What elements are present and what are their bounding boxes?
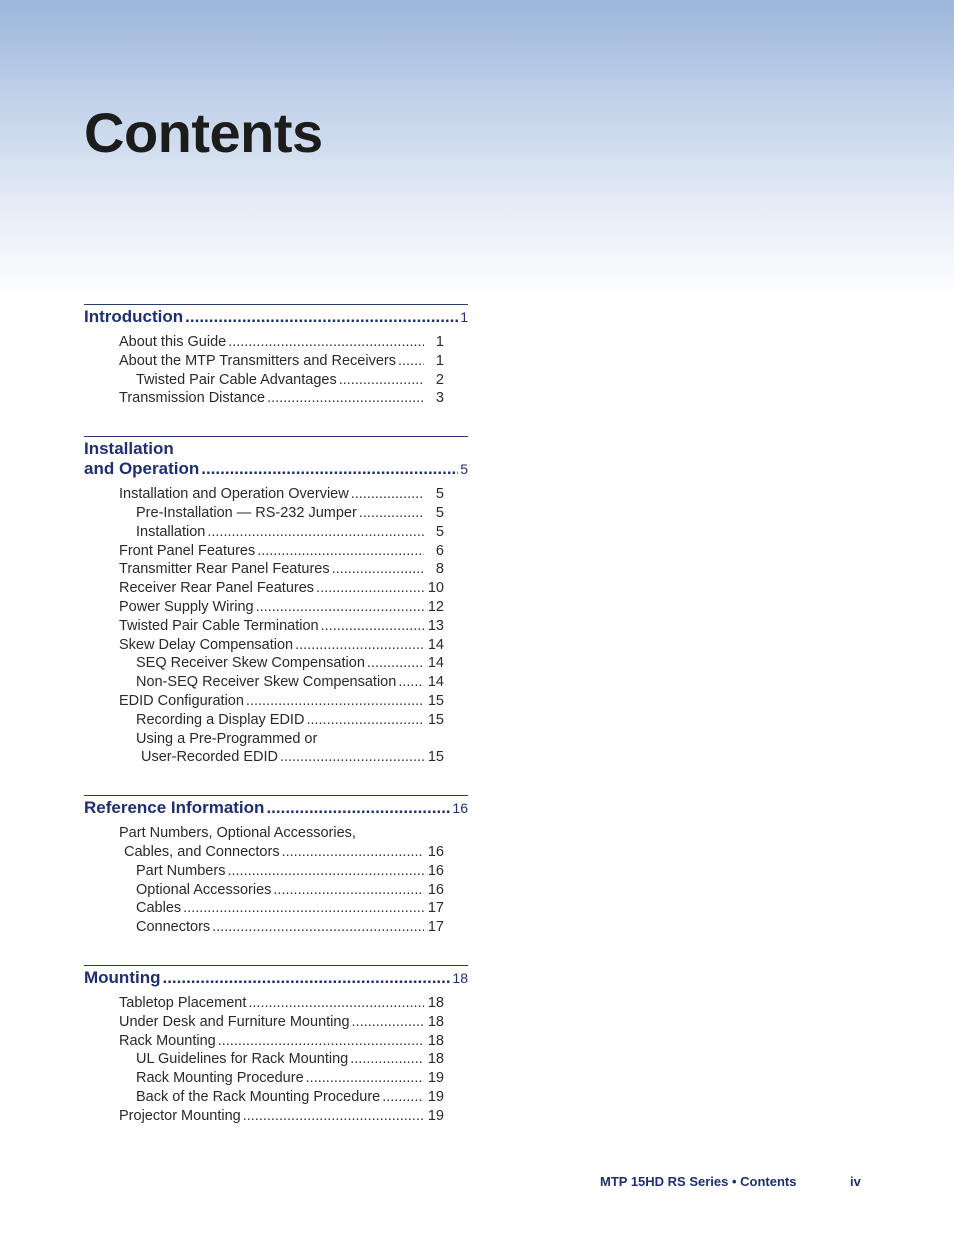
toc-entry[interactable]	[84, 598, 444, 617]
toc-section-heading[interactable]	[84, 796, 468, 818]
entry-label: Receiver Rear Panel Features	[119, 580, 315, 597]
dot-leader	[280, 748, 424, 767]
toc-section-reference	[84, 795, 468, 937]
section-page: 16	[452, 800, 468, 817]
dot-leader	[228, 333, 424, 352]
toc-entry-line[interactable]: Using a Pre-Programmed or	[136, 730, 318, 747]
entry-label: Installation and Operation Overview	[119, 486, 349, 503]
toc-section-installation	[84, 436, 468, 767]
entry-label: Rack Mounting Procedure	[136, 1070, 304, 1087]
toc-entry[interactable]	[84, 617, 444, 636]
dot-leader	[382, 1088, 424, 1107]
toc-entry[interactable]	[84, 523, 444, 542]
entry-label: Under Desk and Furniture Mounting	[119, 1013, 350, 1030]
entry-label: Recording a Display EDID	[136, 711, 305, 728]
dot-leader	[256, 598, 424, 617]
page-title: Contents	[84, 101, 323, 164]
entry-page: 17	[427, 919, 444, 936]
entry-page: 15	[427, 692, 444, 709]
entry-label: Part Numbers	[136, 862, 226, 879]
toc-entry[interactable]	[84, 711, 444, 730]
entry-page: 16	[427, 843, 444, 860]
toc-section-heading[interactable]	[84, 966, 468, 988]
toc-entry[interactable]	[84, 1013, 444, 1032]
section-title: Installation and Operation	[84, 439, 200, 479]
dot-leader	[351, 485, 424, 504]
entry-label: Pre-Installation — RS-232 Jumper	[136, 504, 357, 521]
entry-page: 18	[427, 1032, 444, 1049]
entry-label: SEQ Receiver Skew Compensation	[136, 655, 365, 672]
entry-page: 12	[427, 598, 444, 615]
entry-page: 8	[435, 561, 444, 578]
entry-page: 13	[427, 617, 444, 634]
entry-label: Skew Delay Compensation	[119, 636, 294, 653]
entry-label: User-Recorded EDID	[141, 749, 278, 766]
toc-entry[interactable]	[84, 485, 444, 504]
entry-page: 18	[427, 1051, 444, 1068]
entry-page: 2	[435, 371, 444, 388]
dot-leader	[183, 899, 424, 918]
entry-page: 14	[427, 636, 444, 653]
entry-page: 15	[427, 749, 444, 766]
entry-label: Cables	[136, 900, 182, 917]
entry-label: Back of the Rack Mounting Procedure	[136, 1088, 381, 1105]
dot-leader	[227, 862, 424, 881]
entry-page: 5	[435, 486, 444, 503]
toc-entry[interactable]	[84, 1088, 444, 1107]
footer-page-number: iv	[850, 1174, 861, 1189]
entry-page: 16	[427, 862, 444, 879]
toc-entry[interactable]	[84, 862, 444, 881]
toc-entry[interactable]	[84, 504, 444, 523]
dot-leader	[350, 1050, 424, 1069]
dot-leader	[243, 1107, 424, 1126]
toc-entry[interactable]	[84, 881, 444, 900]
toc-entry[interactable]	[84, 333, 444, 352]
entry-page: 6	[435, 542, 444, 559]
toc-entry[interactable]	[84, 1069, 444, 1088]
entry-page: 18	[427, 994, 444, 1011]
entry-page: 19	[427, 1070, 444, 1087]
entry-label: Transmission Distance	[119, 390, 266, 407]
dot-leader	[306, 711, 424, 730]
toc-section-heading[interactable]	[84, 305, 468, 327]
dot-leader	[218, 1032, 424, 1051]
toc-entry[interactable]	[84, 352, 444, 371]
entry-label: Optional Accessories	[136, 881, 272, 898]
toc-entry[interactable]	[84, 899, 444, 918]
dot-leader	[266, 798, 450, 818]
footer-text: MTP 15HD RS Series • Contents	[600, 1174, 797, 1189]
entry-page: 5	[435, 504, 444, 521]
toc-entry[interactable]	[84, 692, 444, 711]
dot-leader	[398, 673, 424, 692]
dot-leader	[359, 504, 424, 523]
dot-leader	[162, 968, 450, 988]
toc-entry-line[interactable]: Part Numbers, Optional Accessories,	[119, 825, 356, 842]
toc-entry[interactable]	[84, 371, 444, 390]
table-of-contents	[84, 304, 468, 1154]
dot-leader	[248, 994, 424, 1013]
dot-leader	[367, 654, 424, 673]
entry-label: Cables, and Connectors	[124, 843, 280, 860]
entry-page: 18	[427, 1013, 444, 1030]
toc-entry[interactable]	[84, 673, 444, 692]
entry-label: Installation	[136, 523, 206, 540]
dot-leader	[273, 881, 424, 900]
dot-leader	[212, 918, 424, 937]
page-footer	[600, 1174, 861, 1189]
toc-entry[interactable]	[84, 654, 444, 673]
entry-label: Transmitter Rear Panel Features	[119, 561, 330, 578]
entry-label: Twisted Pair Cable Advantages	[136, 371, 337, 388]
toc-entry[interactable]	[84, 560, 444, 579]
toc-section-introduction	[84, 304, 468, 408]
entry-label: Projector Mounting	[119, 1107, 241, 1124]
entry-label: EDID Configuration	[119, 692, 244, 709]
entry-label: Connectors	[136, 919, 211, 936]
toc-section-mounting	[84, 965, 468, 1126]
toc-entry[interactable]	[84, 1032, 444, 1051]
dot-leader	[398, 352, 424, 371]
dot-leader	[257, 542, 424, 561]
entry-label: Front Panel Features	[119, 542, 256, 559]
entry-page: 14	[427, 655, 444, 672]
section-page: 1	[460, 309, 468, 325]
dot-leader	[267, 389, 424, 408]
toc-entry[interactable]	[84, 1107, 444, 1126]
dot-leader	[316, 579, 424, 598]
entry-label: About this Guide	[119, 334, 227, 350]
section-page: 18	[452, 969, 468, 986]
section-title: Introduction	[84, 307, 184, 326]
toc-entry[interactable]	[84, 748, 444, 767]
entry-label: About the MTP Transmitters and Receivers	[119, 352, 396, 369]
entry-page: 17	[427, 900, 444, 917]
toc-entry[interactable]	[84, 636, 444, 655]
toc-entry[interactable]	[84, 579, 444, 598]
entry-page: 1	[435, 352, 444, 369]
toc-entry[interactable]	[84, 389, 444, 408]
entry-label: UL Guidelines for Rack Mounting	[136, 1051, 349, 1068]
entry-label: Tabletop Placement	[119, 994, 247, 1011]
toc-entry[interactable]	[84, 1050, 444, 1069]
entry-page: 15	[427, 711, 444, 728]
entry-page: 5	[435, 523, 444, 540]
dot-leader	[306, 1069, 424, 1088]
entry-page: 19	[427, 1088, 444, 1105]
dot-leader	[282, 843, 424, 862]
entry-page: 19	[427, 1107, 444, 1124]
entry-page: 16	[427, 881, 444, 898]
dot-leader	[295, 636, 424, 655]
dot-leader	[352, 1013, 424, 1032]
dot-leader	[201, 459, 458, 479]
dot-leader	[339, 371, 424, 390]
dot-leader	[332, 560, 424, 579]
toc-section-heading[interactable]	[84, 437, 468, 479]
toc-entry[interactable]	[84, 542, 444, 561]
entry-page: 1	[435, 334, 444, 350]
dot-leader	[321, 617, 424, 636]
dot-leader	[207, 523, 424, 542]
entry-label: Rack Mounting	[119, 1032, 216, 1049]
toc-entry[interactable]	[84, 843, 444, 862]
entry-page: 10	[427, 580, 444, 597]
dot-leader	[185, 307, 458, 327]
entry-label: Non-SEQ Receiver Skew Compensation	[136, 674, 397, 691]
entry-label: Twisted Pair Cable Termination	[119, 617, 319, 634]
dot-leader	[246, 692, 424, 711]
entry-page: 14	[427, 674, 444, 691]
section-title: Mounting	[84, 967, 161, 987]
toc-entry[interactable]	[84, 918, 444, 937]
entry-label: Power Supply Wiring	[119, 598, 254, 615]
section-title: Reference Information	[84, 798, 265, 818]
entry-page: 3	[435, 390, 444, 407]
toc-entry[interactable]	[84, 994, 444, 1013]
section-page: 5	[460, 461, 468, 478]
